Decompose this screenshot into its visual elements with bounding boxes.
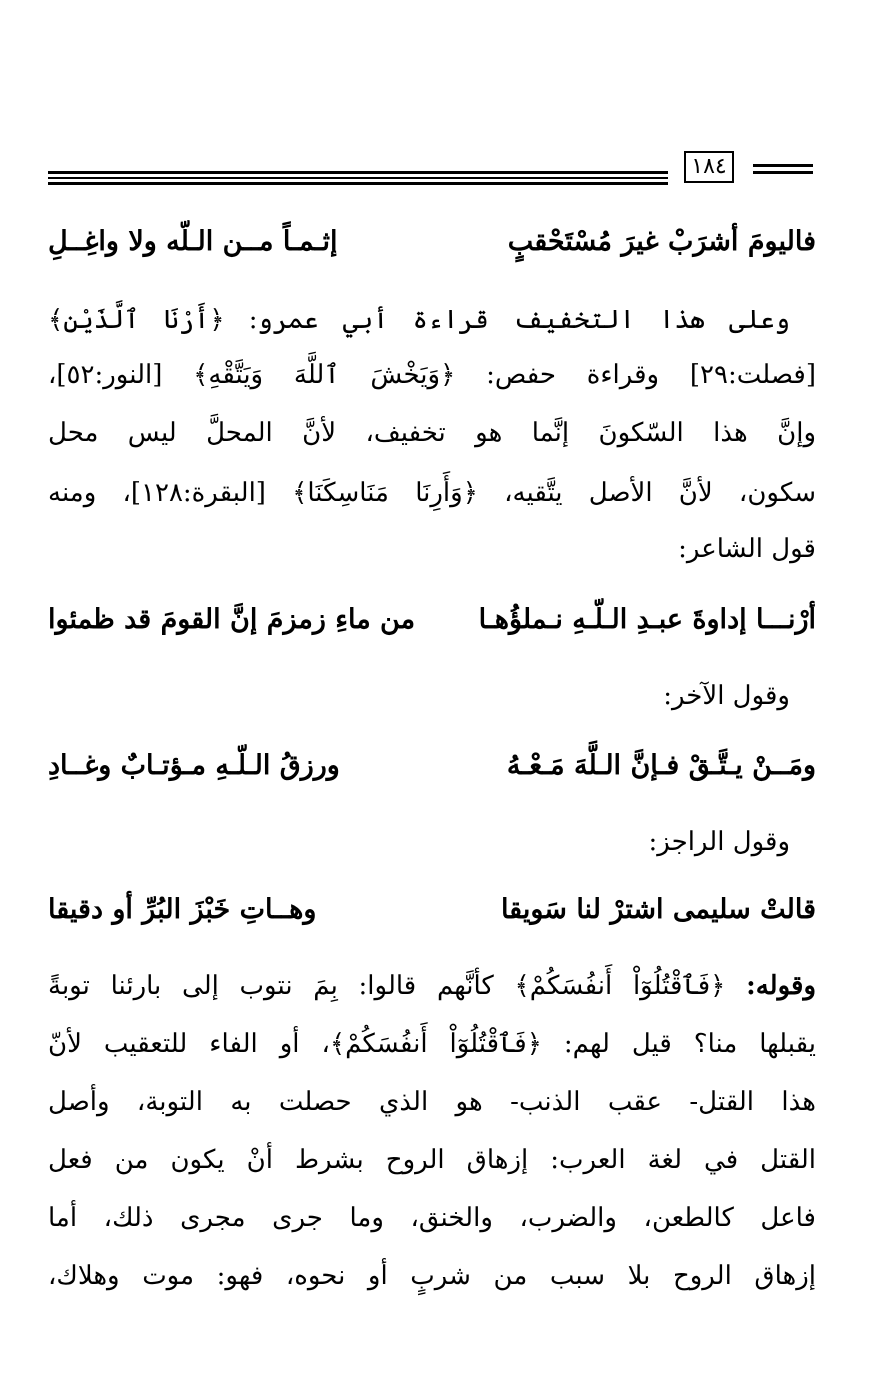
- text-line: وإنَّ هذا السّكونَ إنَّما هو تخفيف، لأنَّ المحلَّ ليس محل: [48, 418, 816, 448]
- page-number: ١٨٤: [684, 151, 734, 183]
- text-line: إزهاق الروح بلا سبب من شربٍ أو نحوه، فهو: موت وهلاك،: [48, 1261, 816, 1291]
- text-line: هذا القتل- عقب الذنب- هو الذي حصلت به التوبة، وأصل: [48, 1087, 816, 1117]
- lead-word: وقوله:: [746, 971, 816, 1001]
- verse-hemistich-second: ورزقُ الـلّـهِ مـؤتـابٌ وغــادِ: [48, 750, 340, 781]
- text-line: [فصلت:٢٩] وقراءة حفص: ﴿وَيَخْشَ ٱللَّهَ وَيَتَّقْهِ﴾ [النور:٥٢]،: [48, 360, 816, 390]
- header-rule-right-lower: [753, 171, 813, 174]
- text-line: فاعل كالطعن، والضرب، والخنق، وما جرى مجرى ذلك، أما: [48, 1203, 816, 1233]
- text-line: وقول الآخر:: [663, 681, 790, 711]
- header-rule-left-top: [48, 171, 668, 174]
- verse-hemistich-first: فاليومَ أشرَبْ غيرَ مُسْتَحْقبٍ: [507, 226, 816, 257]
- text-line: وعلى هذا التخفيف قراءة أبي عمرو: ﴿أَرْنَا ٱلَّذَيْنِ﴾: [48, 305, 790, 335]
- verse-hemistich-second: وهــاتِ خَبْزَ البُرِّ أو دقيقا: [48, 894, 317, 925]
- verse-hemistich-second: من ماءِ زمزمَ إنَّ القومَ قد ظمئوا: [48, 604, 416, 635]
- verse-hemistich-first: قالتْ سليمى اشترْ لنا سَويقا: [500, 894, 816, 925]
- text-span: ﴿فَٱقْتُلُوٓاْ أَنفُسَكُمْ﴾ كأنَّهم قالوا: بِمَ نتوب إلى بارئنا توبةً: [48, 971, 747, 1001]
- poetry-verse: [48, 216, 816, 268]
- text-line: قول الشاعر:: [678, 534, 816, 564]
- text-line: [48, 960, 816, 1012]
- verse-hemistich-first: ومَــنْ يـتَّـقْ فـإنَّ الـلَّهَ مَـعْـهُ: [506, 750, 816, 781]
- text-line: وقول الراجز:: [648, 827, 790, 857]
- verse-hemistich-first: أرْنـــا إداوةَ عبـدِ الـلّـهِ نـملؤُهـا: [478, 604, 816, 635]
- page-header: [0, 0, 885, 200]
- poetry-verse: [48, 884, 816, 936]
- verse-hemistich-second: إثـمـاً مــن الـلّه ولا واغِــلِ: [48, 226, 338, 257]
- text-line: القتل في لغة العرب: إزهاق الروح بشرط أنْ يكون من فعل: [48, 1145, 816, 1175]
- poetry-verse: [48, 740, 816, 792]
- header-rule-right: [753, 164, 813, 167]
- poetry-verse: [48, 594, 816, 646]
- header-rule-left-middle: [48, 177, 668, 179]
- text-line: يقبلها منا؟ قيل لهم: ﴿فَٱقْتُلُوٓاْ أَنفُسَكُمْ﴾، أو الفاء للتعقيب لأنّ: [48, 1029, 816, 1059]
- text-line: سكون، لأنَّ الأصل يتَّقيه، ﴿وَأَرِنَا مَنَاسِكَنَا﴾ [البقرة:١٢٨]، ومنه: [48, 478, 816, 508]
- header-rule-left-bottom: [48, 182, 668, 185]
